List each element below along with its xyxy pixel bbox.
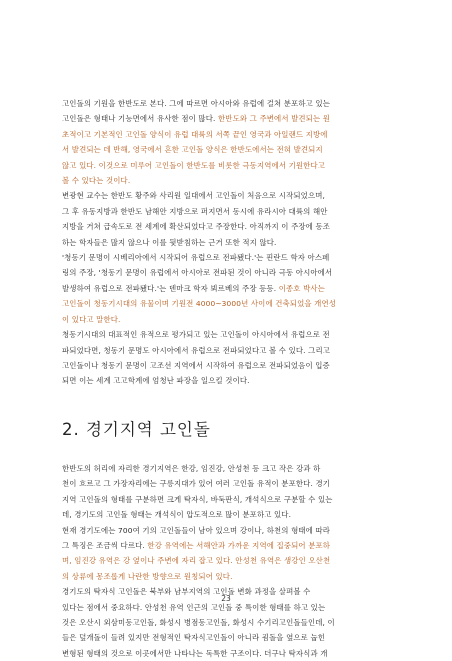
text-line: [62, 312, 392, 327]
highlighted-text: 한반도와 그 주변에서 발견되는 원: [218, 114, 331, 124]
text-line: 한반도의 허리에 자리한 경기지역은 한강, 임진강, 안성천 등 크고 작은 강과 하: [62, 464, 321, 473]
text-line: 그 후 유동지방과 한반도 남해안 지방으로 퍼지면서 동시에 유라시아 대륙의 해안: [62, 206, 328, 216]
text-line: 데, 경기도의 고인돌 형태는 개석식이 압도적으로 많이 분포하고 있다.: [62, 510, 292, 520]
text-line: [62, 158, 392, 173]
text-line: 하는 학자들은 많지 않으나 이를 뒷받침하는 근거 또한 적지 않다.: [62, 237, 277, 247]
text-line: 지방을 거쳐 급속도로 전 세계에 확산되었다고 주장한다. 아직까지 이 주장에 동조: [62, 222, 331, 232]
text-line: 경기도의 탁자식 고인돌은 북부와 남부지역의 고인돌 변화 과정을 살펴볼 수: [62, 587, 311, 597]
text-line: 고인돌이나 청동기 문명이 고조선 지역에서 시작하여 유럽으로 전파되었음이 입증: [62, 360, 330, 370]
text-line: 고인돌의 기원을 한반도로 본다. 그에 따르면 아시아와 유럽에 걸쳐 분포하고 있는: [62, 99, 331, 108]
highlighted-text: 이종호 박사는: [278, 283, 325, 293]
text-line: 청동기시대의 대표적인 유적으로 평가되고 있는 고인돌이 아시아에서 유럽으로 전: [62, 330, 330, 340]
section-heading: 2. 경기지역 고인돌: [62, 420, 211, 439]
text-line: 있다는 점에서 중요하다. 안성천 유역 인근의 고인돌 중 특이한 형태를 하고 있는: [62, 602, 326, 612]
text-line: 파되었다면, 청동기 문명도 아시아에서 유럽으로 전파되었다고 볼 수 있다. 그리고: [62, 345, 331, 355]
text-line: [62, 111, 392, 126]
body-text-block-1: [62, 96, 392, 389]
text-line: 되면 이는 세계 고고학계에 엄청난 파장을 일으킬 것이다.: [62, 376, 250, 386]
highlighted-text: 볼 수 있다는 것이다.: [62, 176, 131, 186]
text-span: 고인돌은 형태나 기능면에서 유사한 점이 많다.: [62, 114, 218, 124]
highlighted-text: 서 발견되는 데 반해, 영국에서 흔한 고인돌 양식은 한반도에서는 전혀 발견되지: [62, 145, 323, 155]
text-line: 것은 오산시 외삼미동고인돌, 화성시 병점동고인돌, 화성시 수기리고인돌들인데, 이: [62, 618, 335, 628]
text-line: [62, 142, 392, 157]
text-span: 발생하여 유럽으로 전파됐다.'는 덴마크 학자 뵈르베의 주장 등등.: [62, 283, 279, 293]
text-line: 링의 주장, '청동기 문명이 유럽에서 아시아로 전파된 것이 아니라 극동 아시아에서: [62, 268, 333, 278]
text-line: [62, 538, 392, 553]
text-line: [62, 553, 392, 568]
highlighted-text: 초적이고 기본적인 고인돌 양식이 유럽 대륙의 서쪽 끝인 영국과 아일랜드 지방에: [62, 129, 328, 139]
page-number: 23: [221, 594, 231, 603]
text-line: 지역 고인돌의 형태를 구분하면 크게 탁자식, 바둑판식, 개석식으로 구분할 수 있는: [62, 494, 333, 504]
highlighted-text: 의 상류에 몽조롭게 나란한 방향으로 원칭되어 있다.: [62, 571, 233, 581]
text-line: [62, 281, 392, 296]
body-text-block-2: [62, 461, 392, 661]
text-line: '청동기 문명이 시베리아에서 시작되어 유럽으로 전파됐다.'는 핀란드 학자 아스페: [62, 253, 330, 263]
text-line: [62, 296, 392, 311]
text-line: 현재 경기도에는 700여 기의 고인돌들이 남아 있으며 강이나, 하천의 형태에 따라: [62, 525, 331, 535]
highlighted-text: 한강 유역에는 서해안과 가까운 지역에 집중되어 분포하: [147, 541, 331, 551]
highlighted-text: 않고 있다. 이것으로 미루어 고인돌이 한반도를 비롯한 극동지역에서 기원한다고: [62, 160, 326, 170]
text-line: 들은 덮개돌이 들려 있지만 전형적인 탁자식고인돌이 아니라 굄돌을 옆으로 눕힌: [62, 633, 326, 643]
text-line: [62, 127, 392, 142]
text-line: 변형된 형태의 것으로 이곳에서만 나타나는 독특한 구조이다. 더구나 탁자식과 개: [62, 648, 328, 658]
highlighted-text: 고인돌이 청동기시대의 유물이며 기원전 4000~3000년 사이에 건축되었을 개연성: [62, 299, 337, 309]
text-line: [62, 173, 392, 188]
highlighted-text: 며, 임진강 유역은 강 옆이나 주변에 자리 잡고 있다. 안성천 유역은 생강인 오산천: [62, 556, 331, 566]
text-line: [62, 569, 392, 584]
highlighted-text: 이 있다고 말한다.: [62, 314, 121, 324]
text-span: 그 특징은 조금씩 다르다.: [62, 541, 148, 551]
text-line: 천이 흐르고 그 가장자리에는 구릉지대가 있어 여러 고인돌 유적이 분포한다. 경기: [62, 479, 331, 489]
text-line: 변광현 교수는 한반도 황주와 사리원 일대에서 고인돌이 처음으로 시작되었으며,: [62, 191, 326, 201]
